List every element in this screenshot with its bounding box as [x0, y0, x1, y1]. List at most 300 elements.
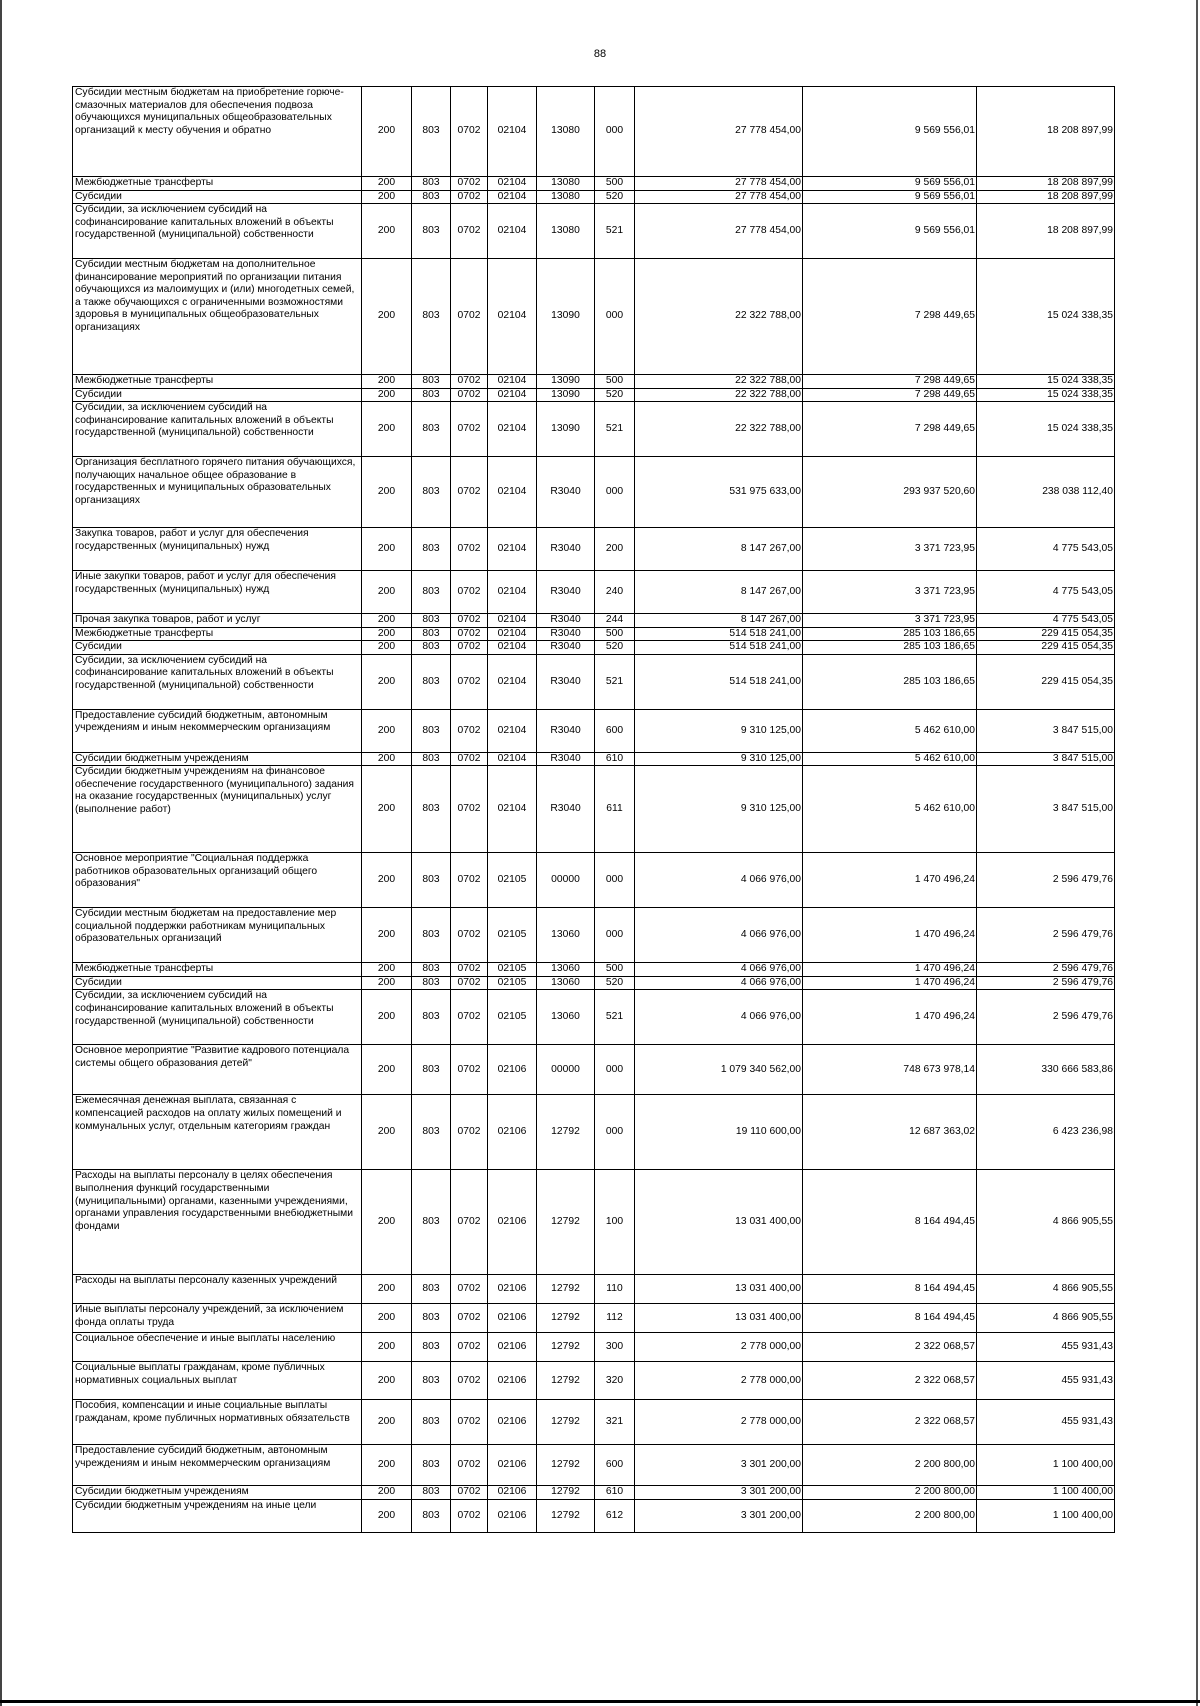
code-1: 200: [362, 853, 412, 908]
code-5: 13060: [537, 908, 595, 963]
code-4: 02104: [488, 571, 537, 614]
code-6: 611: [595, 766, 635, 853]
code-5: 13090: [537, 259, 595, 375]
table-row: [73, 177, 1115, 191]
code-3: 0702: [451, 259, 488, 375]
code-2: 803: [412, 752, 451, 766]
table-row: [73, 259, 1115, 375]
code-3: 0702: [451, 908, 488, 963]
table-row: [73, 1362, 1115, 1400]
row-name: Основное мероприятие "Социальная поддержка работников образовательных организаций общего образования": [73, 853, 362, 908]
amount-executed: 7 298 449,65: [803, 402, 977, 457]
budget-table-body: [73, 87, 1115, 1533]
table-row: [73, 1445, 1115, 1486]
code-5: R3040: [537, 766, 595, 853]
code-4: 02104: [488, 766, 537, 853]
code-1: 200: [362, 1400, 412, 1445]
amount-plan: 514 518 241,00: [635, 627, 803, 641]
amount-plan: 3 301 200,00: [635, 1445, 803, 1486]
code-1: 200: [362, 571, 412, 614]
row-name: Субсидии, за исключением субсидий на софинансирование капитальных вложений в объекты государственной (муниципальной) собственности: [73, 402, 362, 457]
code-4: 02104: [488, 752, 537, 766]
table-row: [73, 709, 1115, 752]
code-1: 200: [362, 1333, 412, 1362]
amount-plan: 8 147 267,00: [635, 528, 803, 571]
amount-remaining: 2 596 479,76: [977, 990, 1115, 1045]
code-3: 0702: [451, 1486, 488, 1500]
code-5: R3040: [537, 528, 595, 571]
code-4: 02104: [488, 87, 537, 177]
code-4: 02106: [488, 1045, 537, 1095]
code-6: 600: [595, 1445, 635, 1486]
code-3: 0702: [451, 87, 488, 177]
code-5: R3040: [537, 614, 595, 628]
code-4: 02104: [488, 654, 537, 709]
amount-remaining: 4 866 905,55: [977, 1275, 1115, 1304]
amount-remaining: 455 931,43: [977, 1362, 1115, 1400]
amount-executed: 8 164 494,45: [803, 1275, 977, 1304]
row-name: Расходы на выплаты персоналу в целях обеспечения выполнения функций государственными (муниципальными) органами, казенными учреждениями, органами управления государственными внебюджетными фондами: [73, 1170, 362, 1275]
code-2: 803: [412, 1045, 451, 1095]
table-row: [73, 1045, 1115, 1095]
table-row: [73, 641, 1115, 655]
table-row: [73, 976, 1115, 990]
code-4: 02104: [488, 709, 537, 752]
code-3: 0702: [451, 990, 488, 1045]
code-3: 0702: [451, 1333, 488, 1362]
code-6: 300: [595, 1333, 635, 1362]
amount-executed: 7 298 449,65: [803, 259, 977, 375]
code-3: 0702: [451, 963, 488, 977]
code-3: 0702: [451, 752, 488, 766]
amount-remaining: 229 415 054,35: [977, 641, 1115, 655]
code-2: 803: [412, 1486, 451, 1500]
code-4: 02106: [488, 1500, 537, 1533]
amount-remaining: 15 024 338,35: [977, 402, 1115, 457]
code-3: 0702: [451, 402, 488, 457]
code-5: 00000: [537, 853, 595, 908]
code-6: 200: [595, 528, 635, 571]
code-1: 200: [362, 908, 412, 963]
amount-executed: 7 298 449,65: [803, 388, 977, 402]
code-1: 200: [362, 388, 412, 402]
code-2: 803: [412, 908, 451, 963]
table-row: [73, 190, 1115, 204]
code-1: 200: [362, 87, 412, 177]
row-name: Субсидии бюджетным учреждениям: [73, 752, 362, 766]
table-row: [73, 1500, 1115, 1533]
amount-executed: 285 103 186,65: [803, 641, 977, 655]
code-1: 200: [362, 1500, 412, 1533]
code-6: 521: [595, 204, 635, 259]
code-2: 803: [412, 1500, 451, 1533]
code-5: 00000: [537, 1045, 595, 1095]
amount-executed: 1 470 496,24: [803, 976, 977, 990]
amount-remaining: 3 847 515,00: [977, 752, 1115, 766]
code-4: 02106: [488, 1304, 537, 1333]
amount-plan: 531 975 633,00: [635, 457, 803, 528]
code-6: 321: [595, 1400, 635, 1445]
amount-plan: 9 310 125,00: [635, 766, 803, 853]
row-name: Межбюджетные трансферты: [73, 963, 362, 977]
amount-remaining: 1 100 400,00: [977, 1500, 1115, 1533]
amount-remaining: 15 024 338,35: [977, 388, 1115, 402]
code-2: 803: [412, 1170, 451, 1275]
amount-remaining: 15 024 338,35: [977, 375, 1115, 389]
code-6: 520: [595, 976, 635, 990]
code-5: 12792: [537, 1170, 595, 1275]
code-1: 200: [362, 963, 412, 977]
row-name: Субсидии, за исключением субсидий на софинансирование капитальных вложений в объекты государственной (муниципальной) собственности: [73, 204, 362, 259]
code-4: 02104: [488, 375, 537, 389]
scan-left-edge: [0, 0, 2, 1706]
code-2: 803: [412, 1333, 451, 1362]
code-5: R3040: [537, 571, 595, 614]
table-row: [73, 1170, 1115, 1275]
amount-plan: 19 110 600,00: [635, 1095, 803, 1170]
amount-plan: 3 301 200,00: [635, 1486, 803, 1500]
code-2: 803: [412, 614, 451, 628]
code-2: 803: [412, 259, 451, 375]
amount-remaining: 15 024 338,35: [977, 259, 1115, 375]
table-row: [73, 1333, 1115, 1362]
code-4: 02105: [488, 963, 537, 977]
amount-remaining: 3 847 515,00: [977, 766, 1115, 853]
code-3: 0702: [451, 1275, 488, 1304]
amount-remaining: 330 666 583,86: [977, 1045, 1115, 1095]
table-row: [73, 1400, 1115, 1445]
code-1: 200: [362, 1170, 412, 1275]
code-4: 02106: [488, 1362, 537, 1400]
amount-executed: 2 322 068,57: [803, 1362, 977, 1400]
code-4: 02106: [488, 1170, 537, 1275]
code-3: 0702: [451, 204, 488, 259]
amount-remaining: 18 208 897,99: [977, 177, 1115, 191]
row-name: Субсидии: [73, 976, 362, 990]
amount-executed: 3 371 723,95: [803, 571, 977, 614]
row-name: Расходы на выплаты персоналу казенных учреждений: [73, 1275, 362, 1304]
table-row: [73, 766, 1115, 853]
code-3: 0702: [451, 976, 488, 990]
code-6: 610: [595, 1486, 635, 1500]
amount-plan: 22 322 788,00: [635, 402, 803, 457]
amount-plan: 22 322 788,00: [635, 388, 803, 402]
code-4: 02106: [488, 1486, 537, 1500]
code-6: 500: [595, 375, 635, 389]
code-1: 200: [362, 1304, 412, 1333]
row-name: Прочая закупка товаров, работ и услуг: [73, 614, 362, 628]
code-2: 803: [412, 1095, 451, 1170]
code-5: 12792: [537, 1445, 595, 1486]
code-6: 000: [595, 457, 635, 528]
amount-remaining: 4 775 543,05: [977, 528, 1115, 571]
code-4: 02104: [488, 528, 537, 571]
code-1: 200: [362, 190, 412, 204]
code-4: 02106: [488, 1275, 537, 1304]
amount-executed: 9 569 556,01: [803, 190, 977, 204]
code-3: 0702: [451, 766, 488, 853]
code-4: 02106: [488, 1333, 537, 1362]
code-4: 02104: [488, 388, 537, 402]
amount-executed: 5 462 610,00: [803, 709, 977, 752]
amount-remaining: 2 596 479,76: [977, 908, 1115, 963]
code-3: 0702: [451, 375, 488, 389]
code-5: 13060: [537, 976, 595, 990]
amount-executed: 748 673 978,14: [803, 1045, 977, 1095]
code-6: 521: [595, 402, 635, 457]
row-name: Субсидии бюджетным учреждениям на финансовое обеспечение государственного (муниципального) задания на оказание государственных (муниципальных) услуг (выполнение работ): [73, 766, 362, 853]
code-1: 200: [362, 1095, 412, 1170]
amount-remaining: 238 038 112,40: [977, 457, 1115, 528]
code-2: 803: [412, 963, 451, 977]
table-row: [73, 571, 1115, 614]
code-4: 02104: [488, 614, 537, 628]
code-4: 02104: [488, 190, 537, 204]
row-name: Субсидии местным бюджетам на предоставление мер социальной поддержки работникам муниципальных образовательных организаций: [73, 908, 362, 963]
amount-plan: 8 147 267,00: [635, 571, 803, 614]
table-row: [73, 908, 1115, 963]
amount-executed: 12 687 363,02: [803, 1095, 977, 1170]
row-name: Субсидии местным бюджетам на дополнительное финансирование мероприятий по организации питания обучающихся из малоимущих и (или) многодетных семей, а также обучающихся с ограниченными возможностями здоровья в муниципальных общеобразовательных организациях: [73, 259, 362, 375]
row-name: Межбюджетные трансферты: [73, 627, 362, 641]
code-5: 12792: [537, 1400, 595, 1445]
code-5: 13090: [537, 388, 595, 402]
code-6: 521: [595, 990, 635, 1045]
code-6: 320: [595, 1362, 635, 1400]
code-5: 12792: [537, 1333, 595, 1362]
code-1: 200: [362, 1045, 412, 1095]
code-1: 200: [362, 641, 412, 655]
code-4: 02104: [488, 402, 537, 457]
code-2: 803: [412, 627, 451, 641]
row-name: Социальное обеспечение и иные выплаты населению: [73, 1333, 362, 1362]
code-2: 803: [412, 204, 451, 259]
code-3: 0702: [451, 614, 488, 628]
amount-plan: 22 322 788,00: [635, 259, 803, 375]
amount-remaining: 18 208 897,99: [977, 190, 1115, 204]
table-row: [73, 87, 1115, 177]
amount-plan: 4 066 976,00: [635, 853, 803, 908]
code-3: 0702: [451, 388, 488, 402]
amount-remaining: 2 596 479,76: [977, 963, 1115, 977]
code-4: 02106: [488, 1095, 537, 1170]
code-5: 12792: [537, 1500, 595, 1533]
amount-remaining: 6 423 236,98: [977, 1095, 1115, 1170]
row-name: Субсидии, за исключением субсидий на софинансирование капитальных вложений в объекты государственной (муниципальной) собственности: [73, 654, 362, 709]
amount-plan: 2 778 000,00: [635, 1400, 803, 1445]
table-row: [73, 388, 1115, 402]
code-4: 02105: [488, 908, 537, 963]
code-6: 000: [595, 259, 635, 375]
amount-executed: 8 164 494,45: [803, 1170, 977, 1275]
amount-executed: 1 470 496,24: [803, 990, 977, 1045]
code-4: 02105: [488, 853, 537, 908]
code-2: 803: [412, 177, 451, 191]
code-6: 520: [595, 190, 635, 204]
code-5: 12792: [537, 1362, 595, 1400]
code-3: 0702: [451, 457, 488, 528]
amount-plan: 3 301 200,00: [635, 1500, 803, 1533]
code-4: 02106: [488, 1400, 537, 1445]
amount-remaining: 229 415 054,35: [977, 627, 1115, 641]
amount-remaining: 3 847 515,00: [977, 709, 1115, 752]
amount-remaining: 18 208 897,99: [977, 87, 1115, 177]
amount-remaining: 1 100 400,00: [977, 1445, 1115, 1486]
code-5: 13060: [537, 963, 595, 977]
code-2: 803: [412, 190, 451, 204]
code-2: 803: [412, 457, 451, 528]
amount-executed: 285 103 186,65: [803, 654, 977, 709]
code-1: 200: [362, 402, 412, 457]
table-row: [73, 457, 1115, 528]
code-1: 200: [362, 627, 412, 641]
code-6: 100: [595, 1170, 635, 1275]
code-5: 12792: [537, 1275, 595, 1304]
code-6: 000: [595, 853, 635, 908]
table-row: [73, 375, 1115, 389]
table-row: [73, 1275, 1115, 1304]
code-2: 803: [412, 853, 451, 908]
code-6: 612: [595, 1500, 635, 1533]
code-3: 0702: [451, 1170, 488, 1275]
code-2: 803: [412, 1362, 451, 1400]
code-5: 13080: [537, 177, 595, 191]
code-4: 02106: [488, 1445, 537, 1486]
row-name: Ежемесячная денежная выплата, связанная с компенсацией расходов на оплату жилых помещений и коммунальных услуг, отдельным категориям граждан: [73, 1095, 362, 1170]
code-3: 0702: [451, 1400, 488, 1445]
code-5: R3040: [537, 752, 595, 766]
amount-plan: 1 079 340 562,00: [635, 1045, 803, 1095]
amount-executed: 9 569 556,01: [803, 87, 977, 177]
row-name: Иные выплаты персоналу учреждений, за исключением фонда оплаты труда: [73, 1304, 362, 1333]
code-2: 803: [412, 402, 451, 457]
code-3: 0702: [451, 1362, 488, 1400]
table-row: [73, 614, 1115, 628]
amount-remaining: 18 208 897,99: [977, 204, 1115, 259]
amount-plan: 13 031 400,00: [635, 1304, 803, 1333]
row-name: Субсидии: [73, 388, 362, 402]
code-5: R3040: [537, 627, 595, 641]
code-1: 200: [362, 614, 412, 628]
code-3: 0702: [451, 1445, 488, 1486]
amount-remaining: 4 775 543,05: [977, 571, 1115, 614]
table-row: [73, 204, 1115, 259]
amount-executed: 3 371 723,95: [803, 614, 977, 628]
amount-plan: 9 310 125,00: [635, 752, 803, 766]
code-3: 0702: [451, 627, 488, 641]
code-6: 610: [595, 752, 635, 766]
amount-executed: 2 322 068,57: [803, 1333, 977, 1362]
code-3: 0702: [451, 1304, 488, 1333]
amount-remaining: 2 596 479,76: [977, 976, 1115, 990]
code-2: 803: [412, 1400, 451, 1445]
amount-remaining: 229 415 054,35: [977, 654, 1115, 709]
code-5: 12792: [537, 1095, 595, 1170]
code-3: 0702: [451, 1045, 488, 1095]
amount-remaining: 4 775 543,05: [977, 614, 1115, 628]
code-2: 803: [412, 571, 451, 614]
row-name: Организация бесплатного горячего питания обучающихся, получающих начальное общее образование в государственных и муниципальных образовательных организациях: [73, 457, 362, 528]
amount-remaining: 1 100 400,00: [977, 1486, 1115, 1500]
code-6: 244: [595, 614, 635, 628]
table-row: [73, 1486, 1115, 1500]
code-6: 600: [595, 709, 635, 752]
row-name: Субсидии бюджетным учреждениям на иные цели: [73, 1500, 362, 1533]
page-number: 88: [593, 48, 607, 60]
amount-remaining: 455 931,43: [977, 1400, 1115, 1445]
amount-executed: 8 164 494,45: [803, 1304, 977, 1333]
amount-plan: 2 778 000,00: [635, 1333, 803, 1362]
row-name: Межбюджетные трансферты: [73, 375, 362, 389]
amount-executed: 3 371 723,95: [803, 528, 977, 571]
table-row: [73, 627, 1115, 641]
code-2: 803: [412, 388, 451, 402]
row-name: Межбюджетные трансферты: [73, 177, 362, 191]
code-5: 12792: [537, 1304, 595, 1333]
amount-plan: 13 031 400,00: [635, 1275, 803, 1304]
amount-plan: 4 066 976,00: [635, 990, 803, 1045]
code-1: 200: [362, 1486, 412, 1500]
code-5: 13080: [537, 204, 595, 259]
code-2: 803: [412, 766, 451, 853]
code-3: 0702: [451, 709, 488, 752]
code-1: 200: [362, 976, 412, 990]
code-6: 000: [595, 908, 635, 963]
code-2: 803: [412, 87, 451, 177]
code-1: 200: [362, 457, 412, 528]
code-2: 803: [412, 990, 451, 1045]
table-row: [73, 528, 1115, 571]
code-4: 02105: [488, 990, 537, 1045]
code-1: 200: [362, 1275, 412, 1304]
code-1: 200: [362, 654, 412, 709]
code-6: 521: [595, 654, 635, 709]
amount-plan: 514 518 241,00: [635, 641, 803, 655]
amount-remaining: 4 866 905,55: [977, 1170, 1115, 1275]
amount-plan: 8 147 267,00: [635, 614, 803, 628]
amount-plan: 27 778 454,00: [635, 190, 803, 204]
amount-executed: 2 200 800,00: [803, 1445, 977, 1486]
amount-executed: 5 462 610,00: [803, 766, 977, 853]
amount-plan: 27 778 454,00: [635, 177, 803, 191]
scan-right-edge: [1196, 0, 1198, 1706]
code-2: 803: [412, 976, 451, 990]
code-6: 000: [595, 1045, 635, 1095]
code-4: 02104: [488, 259, 537, 375]
code-4: 02104: [488, 641, 537, 655]
amount-plan: 27 778 454,00: [635, 87, 803, 177]
amount-executed: 7 298 449,65: [803, 375, 977, 389]
table-row: [73, 853, 1115, 908]
code-6: 112: [595, 1304, 635, 1333]
amount-executed: 2 200 800,00: [803, 1500, 977, 1533]
row-name: Пособия, компенсации и иные социальные выплаты гражданам, кроме публичных нормативных обязательств: [73, 1400, 362, 1445]
code-6: 110: [595, 1275, 635, 1304]
code-5: 13080: [537, 87, 595, 177]
code-3: 0702: [451, 177, 488, 191]
row-name: Субсидии: [73, 641, 362, 655]
code-5: 13090: [537, 402, 595, 457]
code-2: 803: [412, 1275, 451, 1304]
row-name: Иные закупки товаров, работ и услуг для обеспечения государственных (муниципальных) нужд: [73, 571, 362, 614]
amount-executed: 5 462 610,00: [803, 752, 977, 766]
amount-remaining: 455 931,43: [977, 1333, 1115, 1362]
row-name: Субсидии: [73, 190, 362, 204]
code-4: 02105: [488, 976, 537, 990]
row-name: Закупка товаров, работ и услуг для обеспечения государственных (муниципальных) нужд: [73, 528, 362, 571]
row-name: Предоставление субсидий бюджетным, автономным учреждениям и иным некоммерческим организациям: [73, 1445, 362, 1486]
table-row: [73, 402, 1115, 457]
